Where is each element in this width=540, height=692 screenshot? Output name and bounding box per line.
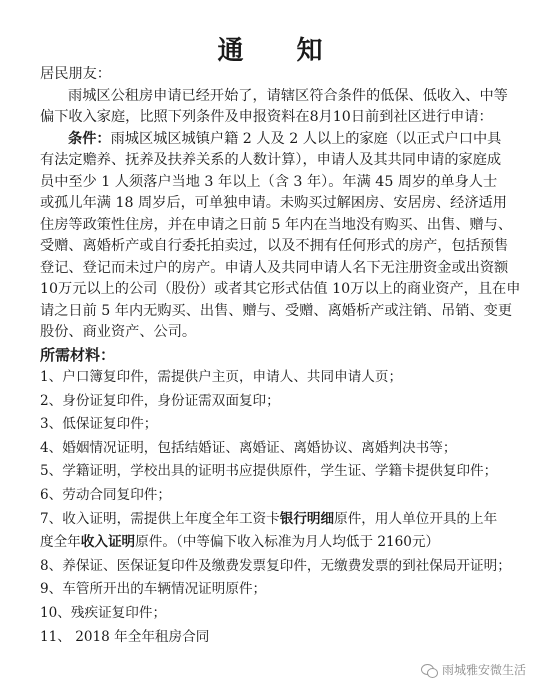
material-item: 9、车管所开出的车辆情况证明原件； bbox=[40, 581, 267, 598]
material-item: 8、养保证、医保证复印件及缴费发票复印件，无缴费发票的到社保局开证明； bbox=[40, 557, 511, 574]
material-text: 原件。（中等偏下收入标准为月人均低于 2160元） bbox=[135, 534, 440, 551]
conditions-text: 雨城区城区城镇户籍 2 人及 2 人以上的家庭（以正式户口中具 bbox=[110, 130, 502, 147]
material-item: 11、 2018 年全年租房合同 bbox=[40, 628, 210, 645]
conditions-line: 10万元以上的公司（股份）或者其它形式估值 10万以上的商业资产，且在申 bbox=[40, 281, 521, 297]
material-item bbox=[40, 508, 520, 532]
material-emphasis: 收入证明 bbox=[80, 534, 136, 551]
material-emphasis: 银行明细 bbox=[279, 510, 335, 527]
material-item: 5、学籍证明，学校出具的证明书应提供原件，学生证、学籍卡提供复印件； bbox=[40, 463, 498, 480]
watermark bbox=[421, 661, 526, 678]
conditions-line: 受赠、离婚析产或自行委托拍卖过，以及不拥有任何形式的房产，包括预售 bbox=[40, 238, 509, 254]
materials-heading: 所需材料： bbox=[40, 345, 116, 364]
material-text: 度全年 bbox=[40, 534, 81, 551]
material-text: 7、收入证明，需提供上年度全年工资卡 bbox=[40, 510, 280, 527]
intro-line: 雨城区公租房申请已经开始了，请辖区符合条件的低保、低收入、中等 bbox=[68, 87, 508, 104]
material-item: 1、户口簿复印件，需提供户主页，申请人、共同申请人页； bbox=[40, 369, 403, 385]
wechat-icon bbox=[421, 663, 437, 677]
salutation: 居民朋友： bbox=[40, 66, 111, 82]
conditions-line: 或孤儿年满 18 周岁后，可单独申请。未购买过解困房、安居房、经济适用 bbox=[40, 195, 507, 211]
material-text: 原件，用人单位开具的上年 bbox=[334, 510, 498, 527]
material-item: 6、劳动合同复印件； bbox=[40, 486, 171, 503]
conditions-line: 员中至少 1 人须落户当地 3 年以上（含 3 年）。年满 45 周岁的单身人士 bbox=[40, 173, 498, 190]
conditions-line: 股份、商业资产、公司。 bbox=[40, 324, 197, 340]
conditions-line: 请之日前 5 年内无购买、出售、赠与、受赠、离婚析产或注销、吊销、变更 bbox=[40, 302, 513, 319]
watermark-text: 雨城雅安微生活 bbox=[441, 663, 526, 677]
conditions-line: 有法定赡养、抚养及扶养关系的人数计算），申请人及其共同申请的家庭成 bbox=[40, 152, 502, 168]
notice-body bbox=[40, 64, 520, 649]
page-title: 通 知 bbox=[217, 36, 345, 66]
material-item: 3、低保证复印件； bbox=[40, 416, 158, 433]
material-item bbox=[40, 531, 520, 555]
conditions-line: 登记、登记而未过户的房产。申请人及共同申请人名下无注册资金或出资额 bbox=[40, 259, 509, 276]
conditions-line bbox=[40, 129, 520, 151]
material-item: 4、婚姻情况证明，包括结婚证、离婚证、离婚协议、离婚判决书等； bbox=[40, 439, 457, 456]
material-item: 10、残疾证复印件； bbox=[40, 604, 167, 621]
conditions-line: 住房等政策性住房，并在申请之日前 5 年内在当地没有购买、出售、赠与、 bbox=[40, 216, 513, 233]
material-item: 2、身份证复印件，身份证需双面复印； bbox=[40, 392, 280, 409]
intro-line: 偏下收入家庭，比照下列条件及申报资料在8月10日前到社区进行申请： bbox=[40, 109, 493, 125]
conditions-label: 条件： bbox=[68, 130, 111, 147]
